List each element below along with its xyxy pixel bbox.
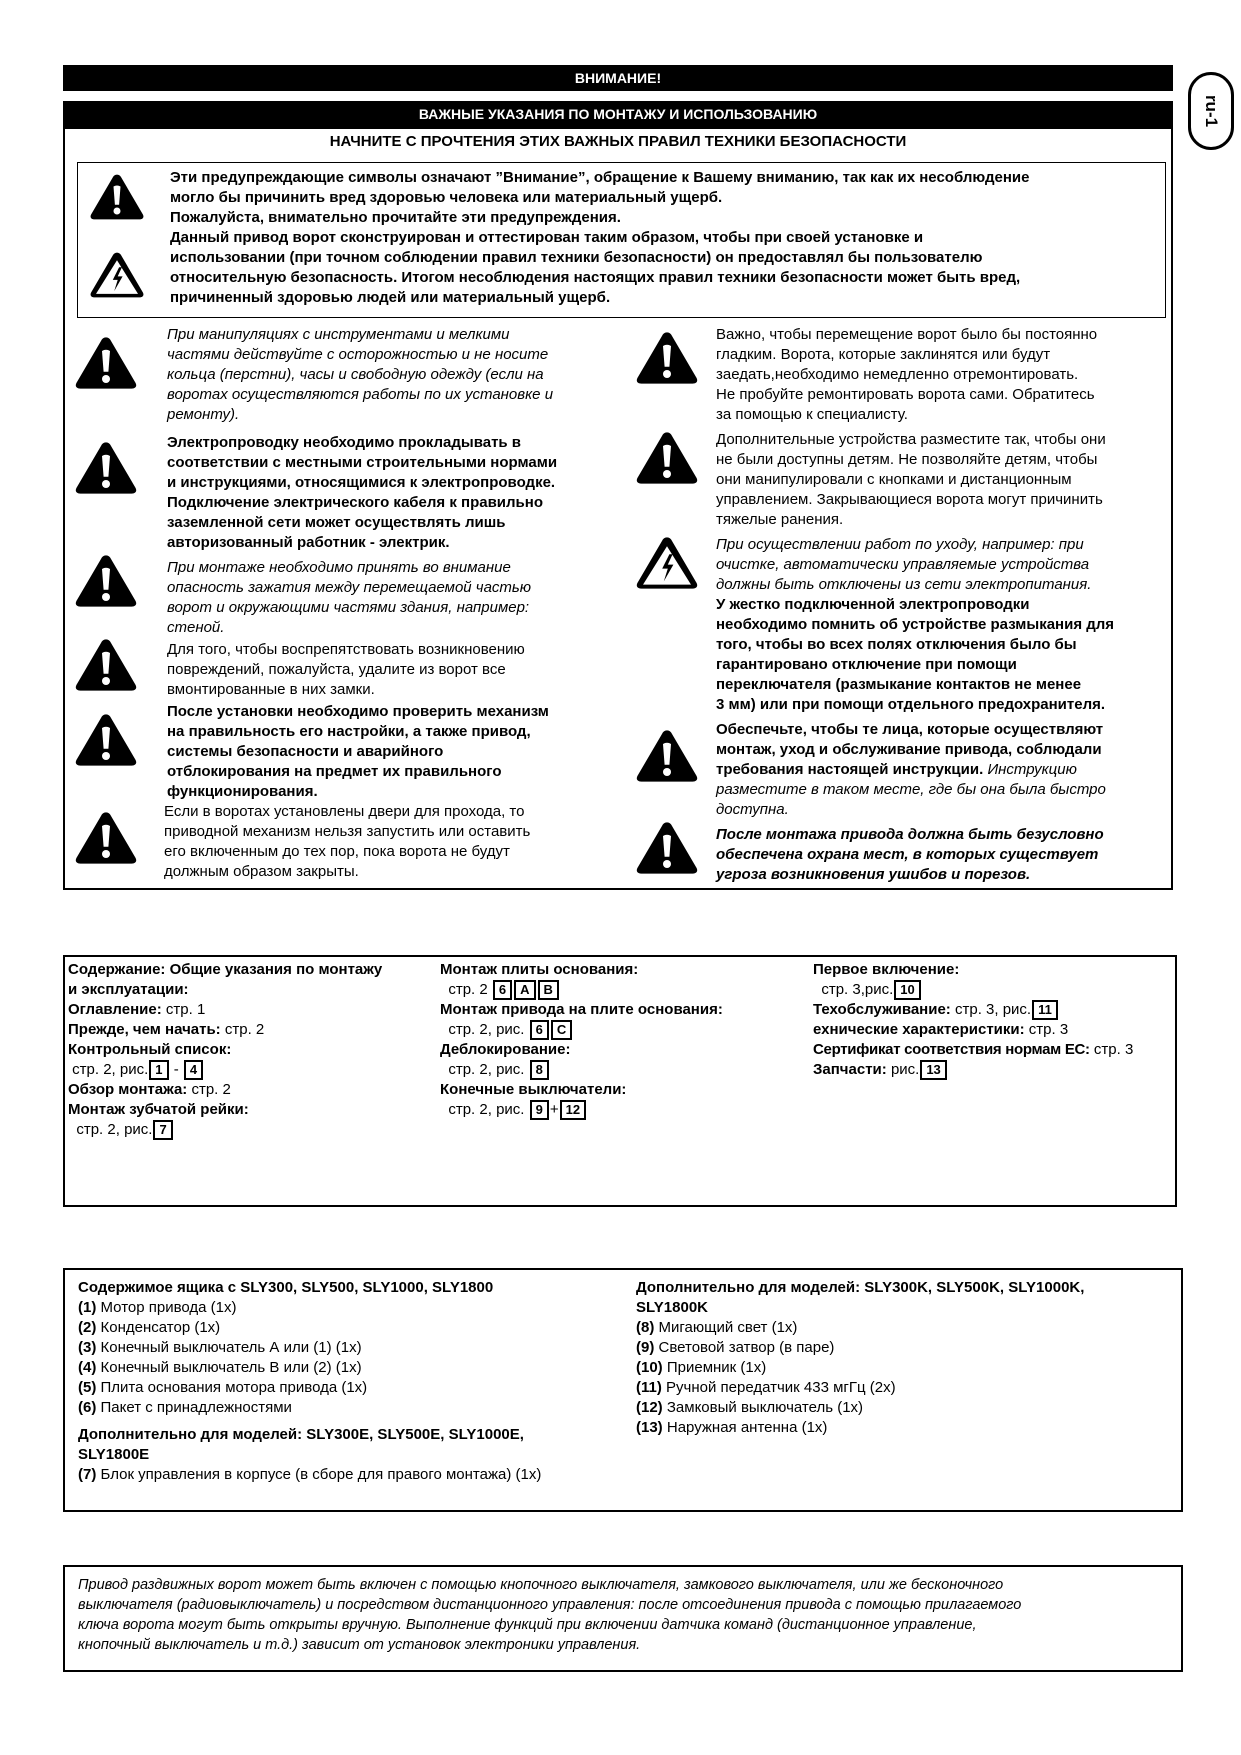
high-voltage-icon	[635, 535, 699, 591]
warning-triangle-icon	[635, 330, 699, 386]
warning-movement: Важно, чтобы перемещение ворот было бы постоянно гладким. Ворота, которые заклинятся или будут заедать,необходимо немедленно отремонтировать. Не пробуйте ремонтировать ворота сами. Обратитесь за помощью к специалисту.	[716, 326, 1098, 423]
contents-left: Содержимое ящика с SLY300, SLY500, SLY1000, SLY1800 (1) Мотор привода (1x) (2) Конденсатор (1x) (3) Конечный выключатель А или (1) (1x) (4) Конечный выключатель В или (2) (1x) (5) Плита основания мотора привода (1x) (6) Пакет с принадлежностями Дополнительно для моделей: SLY300E, SLY500E, SLY1000E, SLY1800E (7) Блок управления в корпусе (в сборе для правого монтажа) (1x)	[78, 1278, 628, 1485]
figure-ref: 4	[184, 1060, 203, 1080]
attention-banner: ВНИМАНИЕ!	[63, 65, 1173, 91]
figure-ref: 7	[153, 1120, 172, 1140]
page-tab: ru-1	[1188, 72, 1234, 150]
list-item: (1) Мотор привода (1x)	[78, 1299, 237, 1316]
list-item: (4) Конечный выключатель В или (2) (1x)	[78, 1359, 362, 1376]
warning-triangle-icon	[74, 637, 138, 693]
important-banner: ВАЖНЫЕ УКАЗАНИЯ ПО МОНТАЖУ И ИСПОЛЬЗОВАНИЮ	[63, 101, 1173, 127]
list-item: (13) Наружная антенна (1x)	[636, 1419, 828, 1436]
warning-guarding: После монтажа привода должна быть безусловно обеспечена охрана мест, в которых существует угроза возникновения ушибов и порезов.	[716, 826, 1104, 883]
list-item: (10) Приемник (1x)	[636, 1359, 767, 1376]
figure-ref: 6	[530, 1020, 549, 1040]
warning-maintenance-power: При осуществлении работ по уходу, например: при очистке, автоматически управляемые устройства должны быть отключены из сети электропитания. У жестко подключенной электропроводки необходимо помнить об устройстве размыкания для того, чтобы во всех полях отключения было бы гарантировано отключение при помощи переключателя (размыкание контактов не менее 3 мм) или при помощи отдельного предохранителя.	[716, 536, 1115, 713]
footer-note: Привод раздвижных ворот может быть включен с помощью кнопочного выключателя, замкового выключателя, или же бесконочного выключателя (радиовыключатель) и посредством дистанционного управления: после отсоединения привода с помощью прилагаемого ключа ворота могут быть открыты вручную. Выполнение функций при включении датчика команд (дистанционное управление, кнопочный выключатель и т.д.) зависит от установок электроники управления.	[78, 1577, 1022, 1653]
toc-column-1: Содержание: Общие указания по монтажу и эксплуатации: Оглавление: стр. 1 Прежде, чем начать: стр. 2 Контрольный список: стр. 2, рис. 1 - 4 Обзор монтажа: стр. 2 Монтаж зубчатой рейки: стр. 2, рис. 7	[68, 961, 383, 1138]
list-item: (9) Световой затвор (в паре)	[636, 1339, 835, 1356]
warning-triangle-icon	[635, 728, 699, 784]
toc-column-2: Монтаж плиты основания: стр. 2 6 A B Монтаж привода на плите основания: стр. 2, рис. 6 C Деблокирование: стр. 2, рис. 8 Конечные выключатели: стр. 2, рис. 9 + 12	[440, 961, 723, 1118]
figure-ref: 1	[149, 1060, 168, 1080]
warning-children: Дополнительные устройства разместите так, чтобы они не были доступны детям. Не позволяйте детям, чтобы они манипулировали с кнопками и дистанционным управлением. Закрывающиеся ворота могут причинить тяжелые ранения.	[716, 431, 1106, 528]
high-voltage-icon	[89, 250, 145, 300]
figure-ref: 13	[920, 1060, 946, 1080]
figure-ref: B	[538, 980, 559, 1000]
figure-ref: 11	[1032, 1000, 1058, 1020]
warning-triangle-icon	[635, 820, 699, 876]
figure-ref: 8	[530, 1060, 549, 1080]
intro-text: Эти предупреждающие символы означают ”Внимание”, обращение к Вашему вниманию, так как их несоблюдение могло бы причинить вред здоровью человека или материальный ущерб. Пожалуйста, внимательно прочитайте эти предупреждения. Данный привод ворот сконструирован и оттестирован таким образом, чтобы при своей установке и использовании (при точном соблюдении правил техники безопасности) он предоставлял бы пользователю относительную безопасность. Итогом несоблюдения настоящих правил техники безопасности может быть вред, причиненный здоровью людей или материальный ущерб.	[170, 169, 1030, 306]
figure-ref: 6	[493, 980, 512, 1000]
toc-column-3: Первое включение: стр. 3,рис. 10 Техобслуживание: стр. 3, рис. 11 ехнические характеристики: стр. 3 Сертификат соответствия нормам ЕС: стр. 3 Запчасти: рис. 13	[813, 961, 1134, 1078]
figure-ref: 12	[560, 1100, 586, 1120]
warning-triangle-icon	[74, 810, 138, 866]
contents-right: Дополнительно для моделей: SLY300K, SLY500K, SLY1000K, SLY1800K (8) Мигающий свет (1x) (9) Световой затвор (в паре) (10) Приемник (1x) (11) Ручной передатчик 433 мгГц (2x) (12) Замковый выключатель (1x) (13) Наружная антенна (1x)	[636, 1278, 1166, 1438]
warning-triangle-icon	[635, 430, 699, 486]
start-reading-heading: НАЧНИТЕ С ПРОЧТЕНИЯ ЭТИХ ВАЖНЫХ ПРАВИЛ ТЕХНИКИ БЕЗОПАСНОСТИ	[329, 133, 907, 150]
list-item: (3) Конечный выключатель А или (1) (1x)	[78, 1339, 362, 1356]
warning-wiring: Электропроводку необходимо прокладывать в соответствии с местными строительными нормами и инструкциями, относящимися к электропроводке. Подключение электрического кабеля к правильно заземленной сети может осуществлять лишь авторизованный работник - электрик.	[167, 434, 558, 551]
list-item: (6) Пакет с принадлежностями	[78, 1399, 292, 1416]
warning-triangle-icon	[74, 335, 138, 391]
list-item: (11) Ручной передатчик 433 мгГц (2x)	[636, 1379, 896, 1396]
warning-triangle-icon	[74, 553, 138, 609]
list-item: (7) Блок управления в корпусе (в сборе для правого монтажа) (1x)	[78, 1466, 542, 1483]
warning-tools: При манипуляциях с инструментами и мелкими частями действуйте с осторожностью и не носите кольца (перстни), часы и свободную одежду (если на воротах осуществляются работы по их установке и ремонту).	[167, 326, 554, 423]
warning-triangle-icon	[89, 172, 145, 222]
figure-ref: A	[514, 980, 535, 1000]
warning-door: Если в воротах установлены двери для прохода, то приводной механизм нельзя запустить или оставить его включенным до тех пор, пока ворота не будут должным образом закрыты.	[164, 803, 531, 880]
list-item: (2) Конденсатор (1x)	[78, 1319, 221, 1336]
list-item: (5) Плита основания мотора привода (1x)	[78, 1379, 368, 1396]
figure-ref: 10	[894, 980, 920, 1000]
warning-check: После установки необходимо проверить механизм на правильность его настройки, а также привод, системы безопасности и аварийного отблокирования на предмет их правильного функционирования.	[167, 703, 549, 800]
warning-crushing: При монтаже необходимо принять во внимание опасность зажатия между перемещаемой частью ворот и окружающими частями здания, например: стеной.	[167, 559, 532, 636]
warning-locks: Для того, чтобы воспрепятствовать возникновению повреждений, пожалуйста, удалите из ворот все вмонтированные в них замки.	[167, 641, 525, 698]
figure-ref: C	[551, 1020, 572, 1040]
figure-ref: 9	[530, 1100, 549, 1120]
list-item: (8) Мигающий свет (1x)	[636, 1319, 798, 1336]
warning-instructions: Обеспечьте, чтобы те лица, которые осуществляют монтаж, уход и обслуживание привода, соблюдали требования настоящей инструкции. Инструкцию разместите в таком месте, где бы она была быстро доступна.	[716, 721, 1106, 818]
warning-triangle-icon	[74, 712, 138, 768]
warning-triangle-icon	[74, 440, 138, 496]
list-item: (12) Замковый выключатель (1x)	[636, 1399, 864, 1416]
